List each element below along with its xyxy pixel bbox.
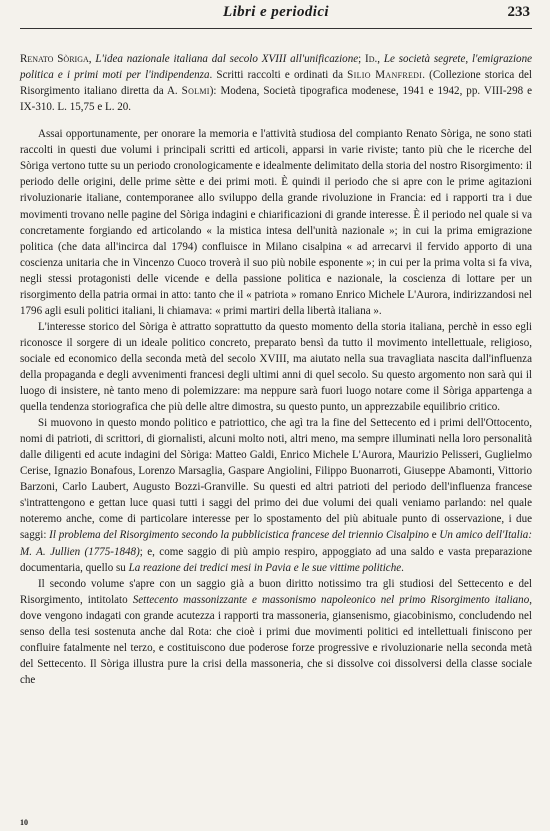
paragraph-3-text: ; e, come saggio di più ampio respiro, appoggiato ad una saldo e vasta preparazione documentaria, quello su bbox=[20, 545, 533, 574]
paragraph-1: Assai opportunamente, per onorare la memoria e l'attività studiosa del compianto Renato Sòriga, ne sono stati raccolti in questi due volumi i principali scritti ed articoli, apparsi in varie riviste; tanto più che le ricerche del Sòriga vertono tutte su un periodo cronologicamente e idealmente delimitato della storia del nostro Risorgimento: il periodo delle origini, delle prime sètte e dei primi moti. È quindi il periodo che si apre con le prime agitazioni rivoluzionarie italiane, contemporanee allo sviluppo della grande rivoluzione in Francia: ed i rapporti tra i due movimenti trovano nelle pagine del Sòriga indagini e chiarificazioni di grande interesse. È il periodo nel quale si va concretamente forgiando ed articolando « la mistica intesa dell'unità nazionale »; in cui la prima emigrazione politica (che data all'incirca dal 1794) confluisce in Milano cisalpina « ad arrecarvi il fervido apporto di una coscienza unitaria che in Vincenzo Cuoco troverà il suo più nobile esponente »; in cui per la prima volta si fa viva, negli stessi protagonisti delle vicende e della passione politica e nazionale, la coscienza di lottare per un risorgimento della patria ormai in atto: tanto che il « patriota » romano Enrico Michele L'Aurora, indirizzandosi nel 1796 agli esuli politici italiani, li chiamava: « primi martiri della libertà italiana ». bbox=[20, 128, 532, 317]
paragraph-4-title: Settecento massonizzante e massonismo napoleonico nel primo Risorgimento italiano bbox=[132, 593, 530, 606]
entry-text: ): Modena, Società tipografica modenese, 1941 e 1942, pp. VIII-298 e IX-310. L. 15,75 e L. 20. bbox=[20, 85, 532, 114]
paragraph-3-title: La reazione dei tredici mesi in Pavia e le sue vittime politiche bbox=[128, 561, 402, 574]
paragraph-3-title: Il problema del Risorgimento secondo la pubblicistica francese del triennio Cisalpino bbox=[49, 529, 429, 542]
entry-text: . (Collezione storica del Risorgimento italiano diretta da A. bbox=[20, 69, 532, 98]
review-text bbox=[20, 126, 532, 688]
paragraph-3-text: . bbox=[401, 561, 404, 574]
header-rule bbox=[20, 28, 532, 29]
entry-text: . Scritti raccolti e ordinati da bbox=[209, 69, 348, 82]
signature-mark: 10 bbox=[20, 818, 28, 827]
paragraph-4-text: Il secondo volume s'apre con un saggio già a buon diritto notissimo tra gli studiosi del Settecento e del Risorgimento, intitolato bbox=[20, 577, 532, 606]
entry-title-1: L'idea nazionale italiana dal secolo XVIII all'unificazione bbox=[95, 53, 359, 66]
paragraph-3 bbox=[20, 415, 532, 575]
entry-separator: ; bbox=[358, 53, 366, 66]
entry-comma: , bbox=[88, 53, 96, 66]
section-title: Libri e periodici bbox=[223, 4, 329, 20]
entry-separator: , bbox=[377, 53, 384, 66]
paragraph-3-title: Un amico dell'Italia: M. A. Jullien (1775-1848) bbox=[20, 529, 533, 558]
paragraph-3-text: e bbox=[428, 529, 440, 542]
running-head bbox=[20, 4, 532, 24]
paragraph-4 bbox=[20, 576, 532, 688]
entry-title-2: Le società segrete, l'emigrazione politica e i primi moti per l'indipendenza bbox=[20, 53, 532, 82]
paragraph-2: L'interesse storico del Sòriga è attratto soprattutto da questo momento della storia italiana, perchè in esso egli riconosce il sorgere di un ideale politico concreto, preparato bensì da tutto il movimento intellettuale, religioso, sociale ed economico della seconda metà del secolo XVIII, ma aiutato nella sua travagliata nascita dall'influenza della propaganda e degli avvenimenti francesi degli ultimi anni di quel secolo. Su questo argomento non sarà qui il luogo di insistere, nè tanto meno di polemizzare: ma neppure sarà fuori luogo notare come il Sòriga appartenga a quella tendenza storiografica che più delle altre dimostra, su questo punto, un apprezzabile equilibrio critico. bbox=[20, 320, 532, 414]
entry-idem: Id. bbox=[365, 53, 378, 66]
paragraph-4-text: , dove vengono indagati con grande acutezza i rapporti tra massoneria, giansenismo, giacobinismo, concludendo nel senso della tesi sostenuta anche dal Rota: che cioè i primi due movimenti politici ed intellettuali finiscono per confluire fatalmente nel terzo, e costituiscono due poderose forze progressive e rivoluzionarie nella seconda metà del Settecento. Il Sòriga illustra pure la crisi della massoneria, che si dissolve coi dissolversi della classe sociale che bbox=[20, 593, 532, 686]
entry-author: Renato Sòriga bbox=[20, 53, 89, 66]
entry-editor: Silio Manfredi bbox=[347, 69, 423, 82]
entry-series-director: Solmi bbox=[181, 85, 210, 98]
page-number: 233 bbox=[507, 4, 530, 20]
bibliographic-entry bbox=[20, 51, 532, 115]
paragraph-3-text: Si muovono in questo mondo politico e patriottico, che agì tra la fine del Settecento ed i primi dell'Ottocento, nomi di patrioti, di scrittori, di giornalisti, alcuni molto noti, altri meno, ma sempre illuminati nella loro personalità dalle diligenti ed acute indagini del Sòriga: Matteo Galdi, Enrico Michele L'Aurora, Maurizio Pelisseri, Guglielmo Cerise, Ignazio Bonafous, Lorenzo Marsaglia, Gaspare Angiolini, Filippo Buonarroti, Giuseppe Abamonti, Vittorio Barzoni, Carlo Laubert, Augusto Bozzi-Granville. Su questi ed altri patrioti del periodo dell'influenza francese s'intrattengono e gettan luce quasi tutti i saggi del primo dei due volumi dei quali veniamo parlando: nel quale noteremo anche, come di particolare interesse per lo spostamento del più abituale punto di osservazione, i due saggi: bbox=[20, 417, 532, 542]
article-body bbox=[20, 40, 532, 688]
